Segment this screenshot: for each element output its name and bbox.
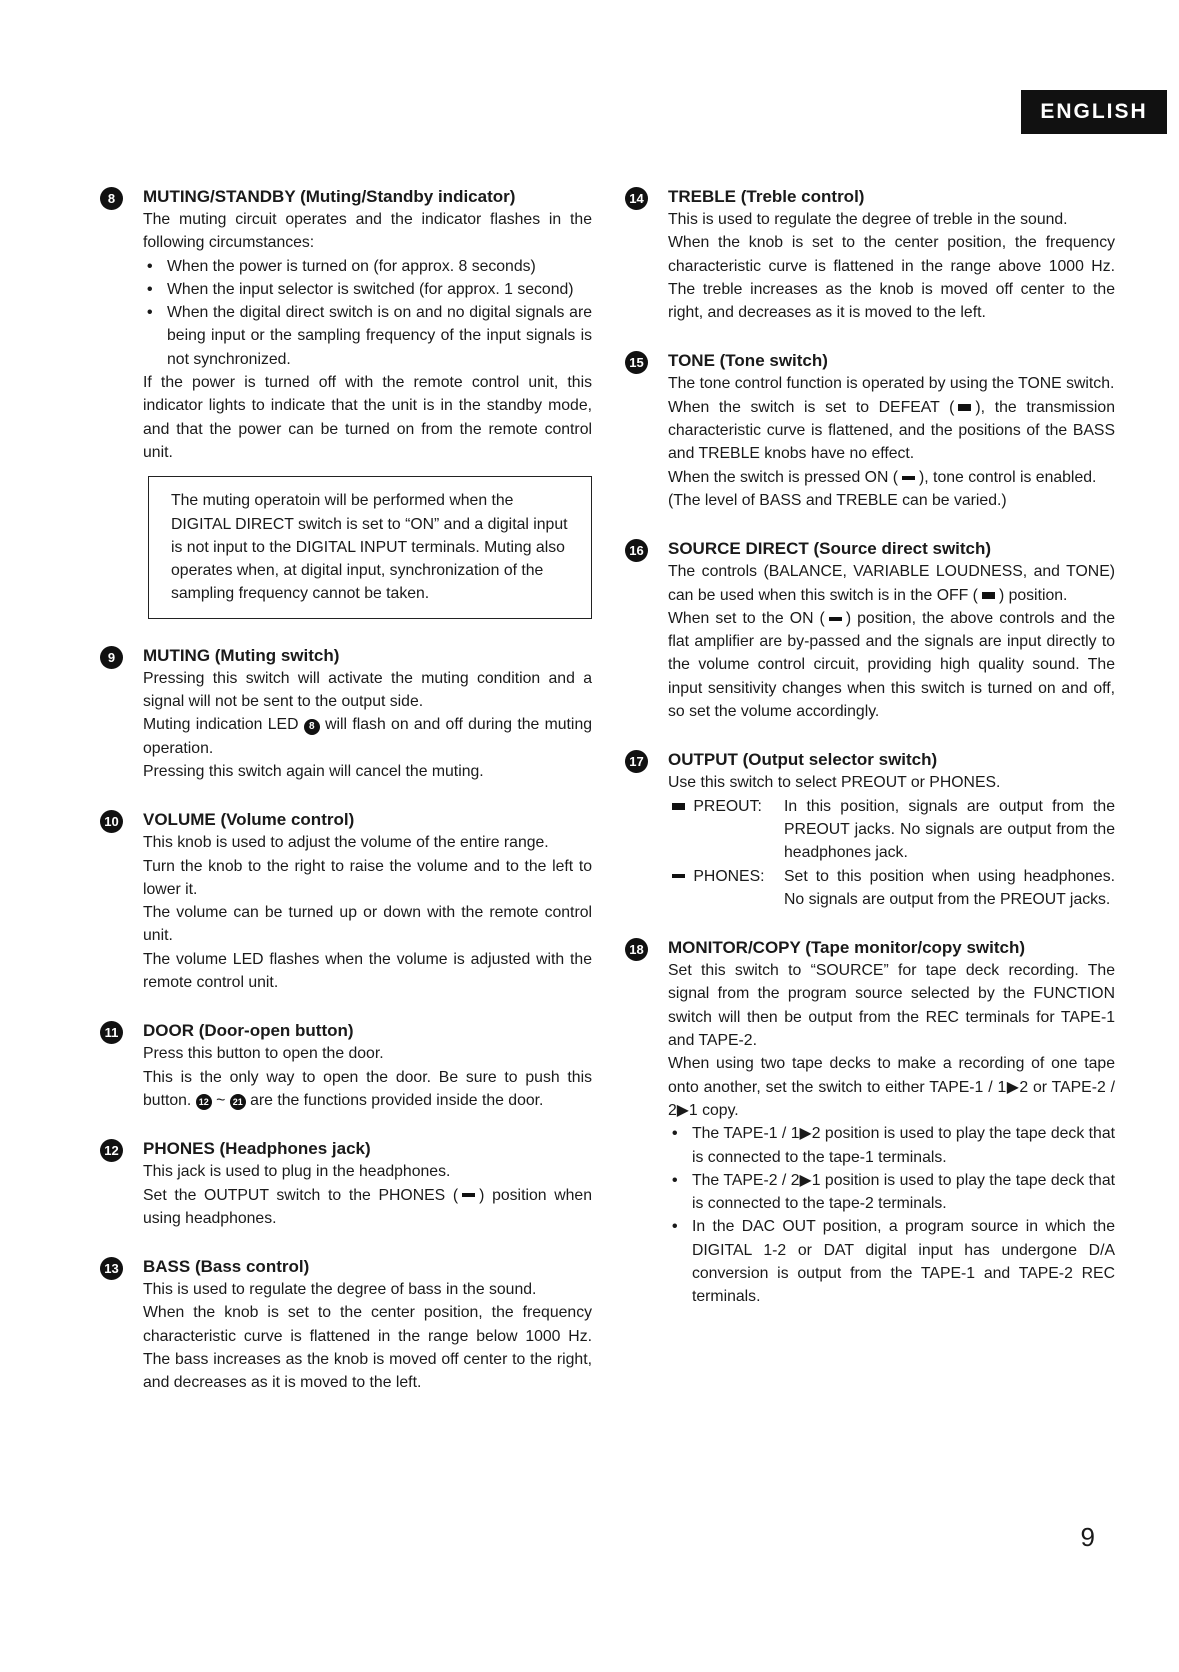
paragraph: The volume can be turned up or down with the remote control unit. — [143, 904, 592, 945]
paragraph: Press this button to open the door. — [143, 1045, 384, 1063]
section-title: TONE (Tone switch) — [668, 351, 828, 371]
section-title: BASS (Bass control) — [143, 1257, 310, 1277]
paragraph: (The level of BASS and TREBLE can be varied.) — [668, 491, 1007, 509]
section-title: TREBLE (Treble control) — [668, 187, 865, 206]
section-door — [100, 1020, 592, 1112]
switch-off-icon — [672, 803, 685, 810]
paragraph: This is used to regulate the degree of treble in the sound. — [668, 211, 1068, 228]
paragraph: If the power is turned off with the remote control unit, this indicator lights to indicate that the unit is in the standby mode, and that the power can be turned on from the remote control unit. — [143, 374, 592, 461]
paragraph: When the knob is set to the center position, the frequency characteristic curve is flattened in the range above 1000 Hz. The treble increases as the knob is moved off center to the right, and decreases as it is moved to the left. — [668, 234, 1115, 322]
paragraph: Pressing this switch again will cancel the muting. — [143, 762, 484, 780]
switch-on-icon — [462, 1193, 475, 1197]
section-phones — [100, 1138, 592, 1230]
paragraph: Set this switch to “SOURCE” for tape deck recording. The signal from the program source selected by the FUNCTION switch will then be output from the REC terminals for TAPE-1 and TAPE-2. — [668, 962, 1115, 1050]
paragraph: Use this switch to select PREOUT or PHONES. — [668, 774, 1001, 792]
note-box: The muting operatoin will be performed when the DIGITAL DIRECT switch is set to “ON” and a digital input is not input to the DIGITAL INPUT terminals. Muting also operates when, at digital input, synchronization of the sampling frequency cannot be taken. — [148, 476, 592, 618]
reference-badge: 8 — [304, 719, 320, 735]
paragraph: When the switch is set to DEFEAT ( ), the transmission characteristic curve is flattened, and the positions of the BASS and TREBLE knobs have no effect. — [668, 398, 1115, 463]
section-title: MONITOR/COPY (Tape monitor/copy switch) — [668, 938, 1026, 958]
paragraph: The muting circuit operates and the indicator flashes in the following circumstances: — [143, 211, 592, 252]
section-muting-standby — [100, 186, 592, 619]
paragraph: This jack is used to plug in the headphones. — [143, 1163, 451, 1181]
item-number-badge: 17 — [625, 750, 648, 773]
section-muting-switch — [100, 645, 592, 783]
paragraph: This knob is used to adjust the volume of the entire range. — [143, 834, 549, 852]
item-number-badge: 14 — [625, 187, 648, 210]
left-column — [100, 186, 592, 1421]
paragraph: This is used to regulate the degree of bass in the sound. — [143, 1281, 537, 1299]
item-number-badge: 15 — [625, 351, 648, 374]
section-volume — [100, 809, 592, 994]
list-item: • The TAPE-1 / 1▶2 position is used to play the tape deck that is connected to the tape-1 terminals. — [668, 1122, 1115, 1169]
bullet-list — [143, 255, 592, 371]
option-preout: PREOUT: In this position, signals are output from the PREOUT jacks. No signals are output from the headphones jack. — [668, 795, 1115, 865]
section-title: DOOR (Door-open button) — [143, 1021, 354, 1041]
paragraph: This is the only way to open the door. Be sure to push this button. 12 ~ 21 are the functions provided inside the door. — [143, 1068, 592, 1109]
item-number-badge: 9 — [100, 646, 123, 669]
paragraph: When using two tape decks to make a recording of one tape onto another, set the switch to either TAPE-1 / 1▶2 or TAPE-2 / 2▶1 copy. — [668, 1055, 1115, 1119]
item-number-badge: 11 — [100, 1021, 123, 1044]
reference-badge: 12 — [196, 1094, 212, 1110]
bullet-list — [668, 1122, 1115, 1308]
switch-off-icon — [958, 404, 971, 411]
list-item: • When the input selector is switched (for approx. 1 second) — [143, 278, 592, 301]
section-tone — [625, 350, 1115, 512]
paragraph: The volume LED flashes when the volume is adjusted with the remote control unit. — [143, 950, 592, 992]
paragraph: The controls (BALANCE, VARIABLE LOUDNESS, and TONE) can be used when this switch is in the OFF ( ) position. — [668, 563, 1115, 604]
paragraph: When set to the ON ( ) position, the above controls and the flat amplifier are by-passed and the signals are input directly to the volume control circuit, providing high quality sound. The input sensitivity changes when this switch is turned on and off, so set the volume accordingly. — [668, 609, 1115, 721]
paragraph: Muting indication LED 8 will flash on and off during the muting operation. — [143, 716, 593, 757]
paragraph: Turn the knob to the right to raise the volume and to the left to lower it. — [143, 857, 592, 898]
language-tab — [1021, 90, 1167, 134]
paragraph: Set the OUTPUT switch to the PHONES ( ) position when using headphones. — [143, 1186, 592, 1227]
item-number-badge: 8 — [100, 187, 123, 210]
page-number: 9 — [1080, 1522, 1095, 1552]
option-phones: PHONES: Set to this position when using headphones. No signals are output from the PREOUT jacks. — [668, 865, 1115, 912]
section-source-direct — [625, 538, 1115, 723]
item-number-badge: 16 — [625, 539, 648, 562]
section-title: SOURCE DIRECT (Source direct switch) — [668, 539, 992, 559]
section-bass — [100, 1256, 592, 1394]
switch-on-icon — [672, 874, 685, 878]
language-tab-label: ENGLISH — [1040, 100, 1148, 123]
switch-off-icon — [982, 592, 995, 599]
switch-on-icon — [902, 476, 915, 480]
item-number-badge: 10 — [100, 810, 123, 833]
list-item: • The TAPE-2 / 2▶1 position is used to play the tape deck that is connected to the tape-2 terminals. — [668, 1169, 1115, 1216]
paragraph: The tone control function is operated by using the TONE switch. — [668, 375, 1115, 393]
paragraph: When the knob is set to the center position, the frequency characteristic curve is flattened in the range below 1000 Hz. The bass increases as the knob is moved off center to the right, and decreases as it is moved to the left. — [143, 1304, 592, 1392]
list-item: • In the DAC OUT position, a program source in which the DIGITAL 1-2 or DAT digital input has undergone D/A conversion is output from the TAPE-1 and TAPE-2 REC terminals. — [668, 1215, 1115, 1308]
section-monitor-copy — [625, 937, 1115, 1308]
section-title: VOLUME (Volume control) — [143, 810, 355, 830]
section-title: MUTING (Muting switch) — [143, 645, 340, 665]
section-title: OUTPUT (Output selector switch) — [668, 750, 938, 770]
list-item: • When the digital direct switch is on and no digital signals are being input or the sampling frequency of the input signals is not synchronized. — [143, 301, 592, 371]
item-number-badge: 13 — [100, 1257, 123, 1280]
section-output — [625, 749, 1115, 911]
list-item: • When the power is turned on (for approx. 8 seconds) — [143, 255, 592, 278]
paragraph: Pressing this switch will activate the muting condition and a signal will not be sent to the output side. — [143, 669, 592, 711]
reference-badge: 21 — [230, 1094, 246, 1110]
paragraph: When the switch is pressed ON ( ), tone control is enabled. — [668, 468, 1097, 486]
section-treble — [625, 186, 1115, 324]
switch-on-icon — [829, 617, 842, 621]
section-title: PHONES (Headphones jack) — [143, 1139, 371, 1159]
item-number-badge: 12 — [100, 1139, 123, 1162]
right-column — [625, 186, 1115, 1335]
item-number-badge: 18 — [625, 938, 648, 961]
section-title: MUTING/STANDBY (Muting/Standby indicator) — [143, 187, 516, 206]
